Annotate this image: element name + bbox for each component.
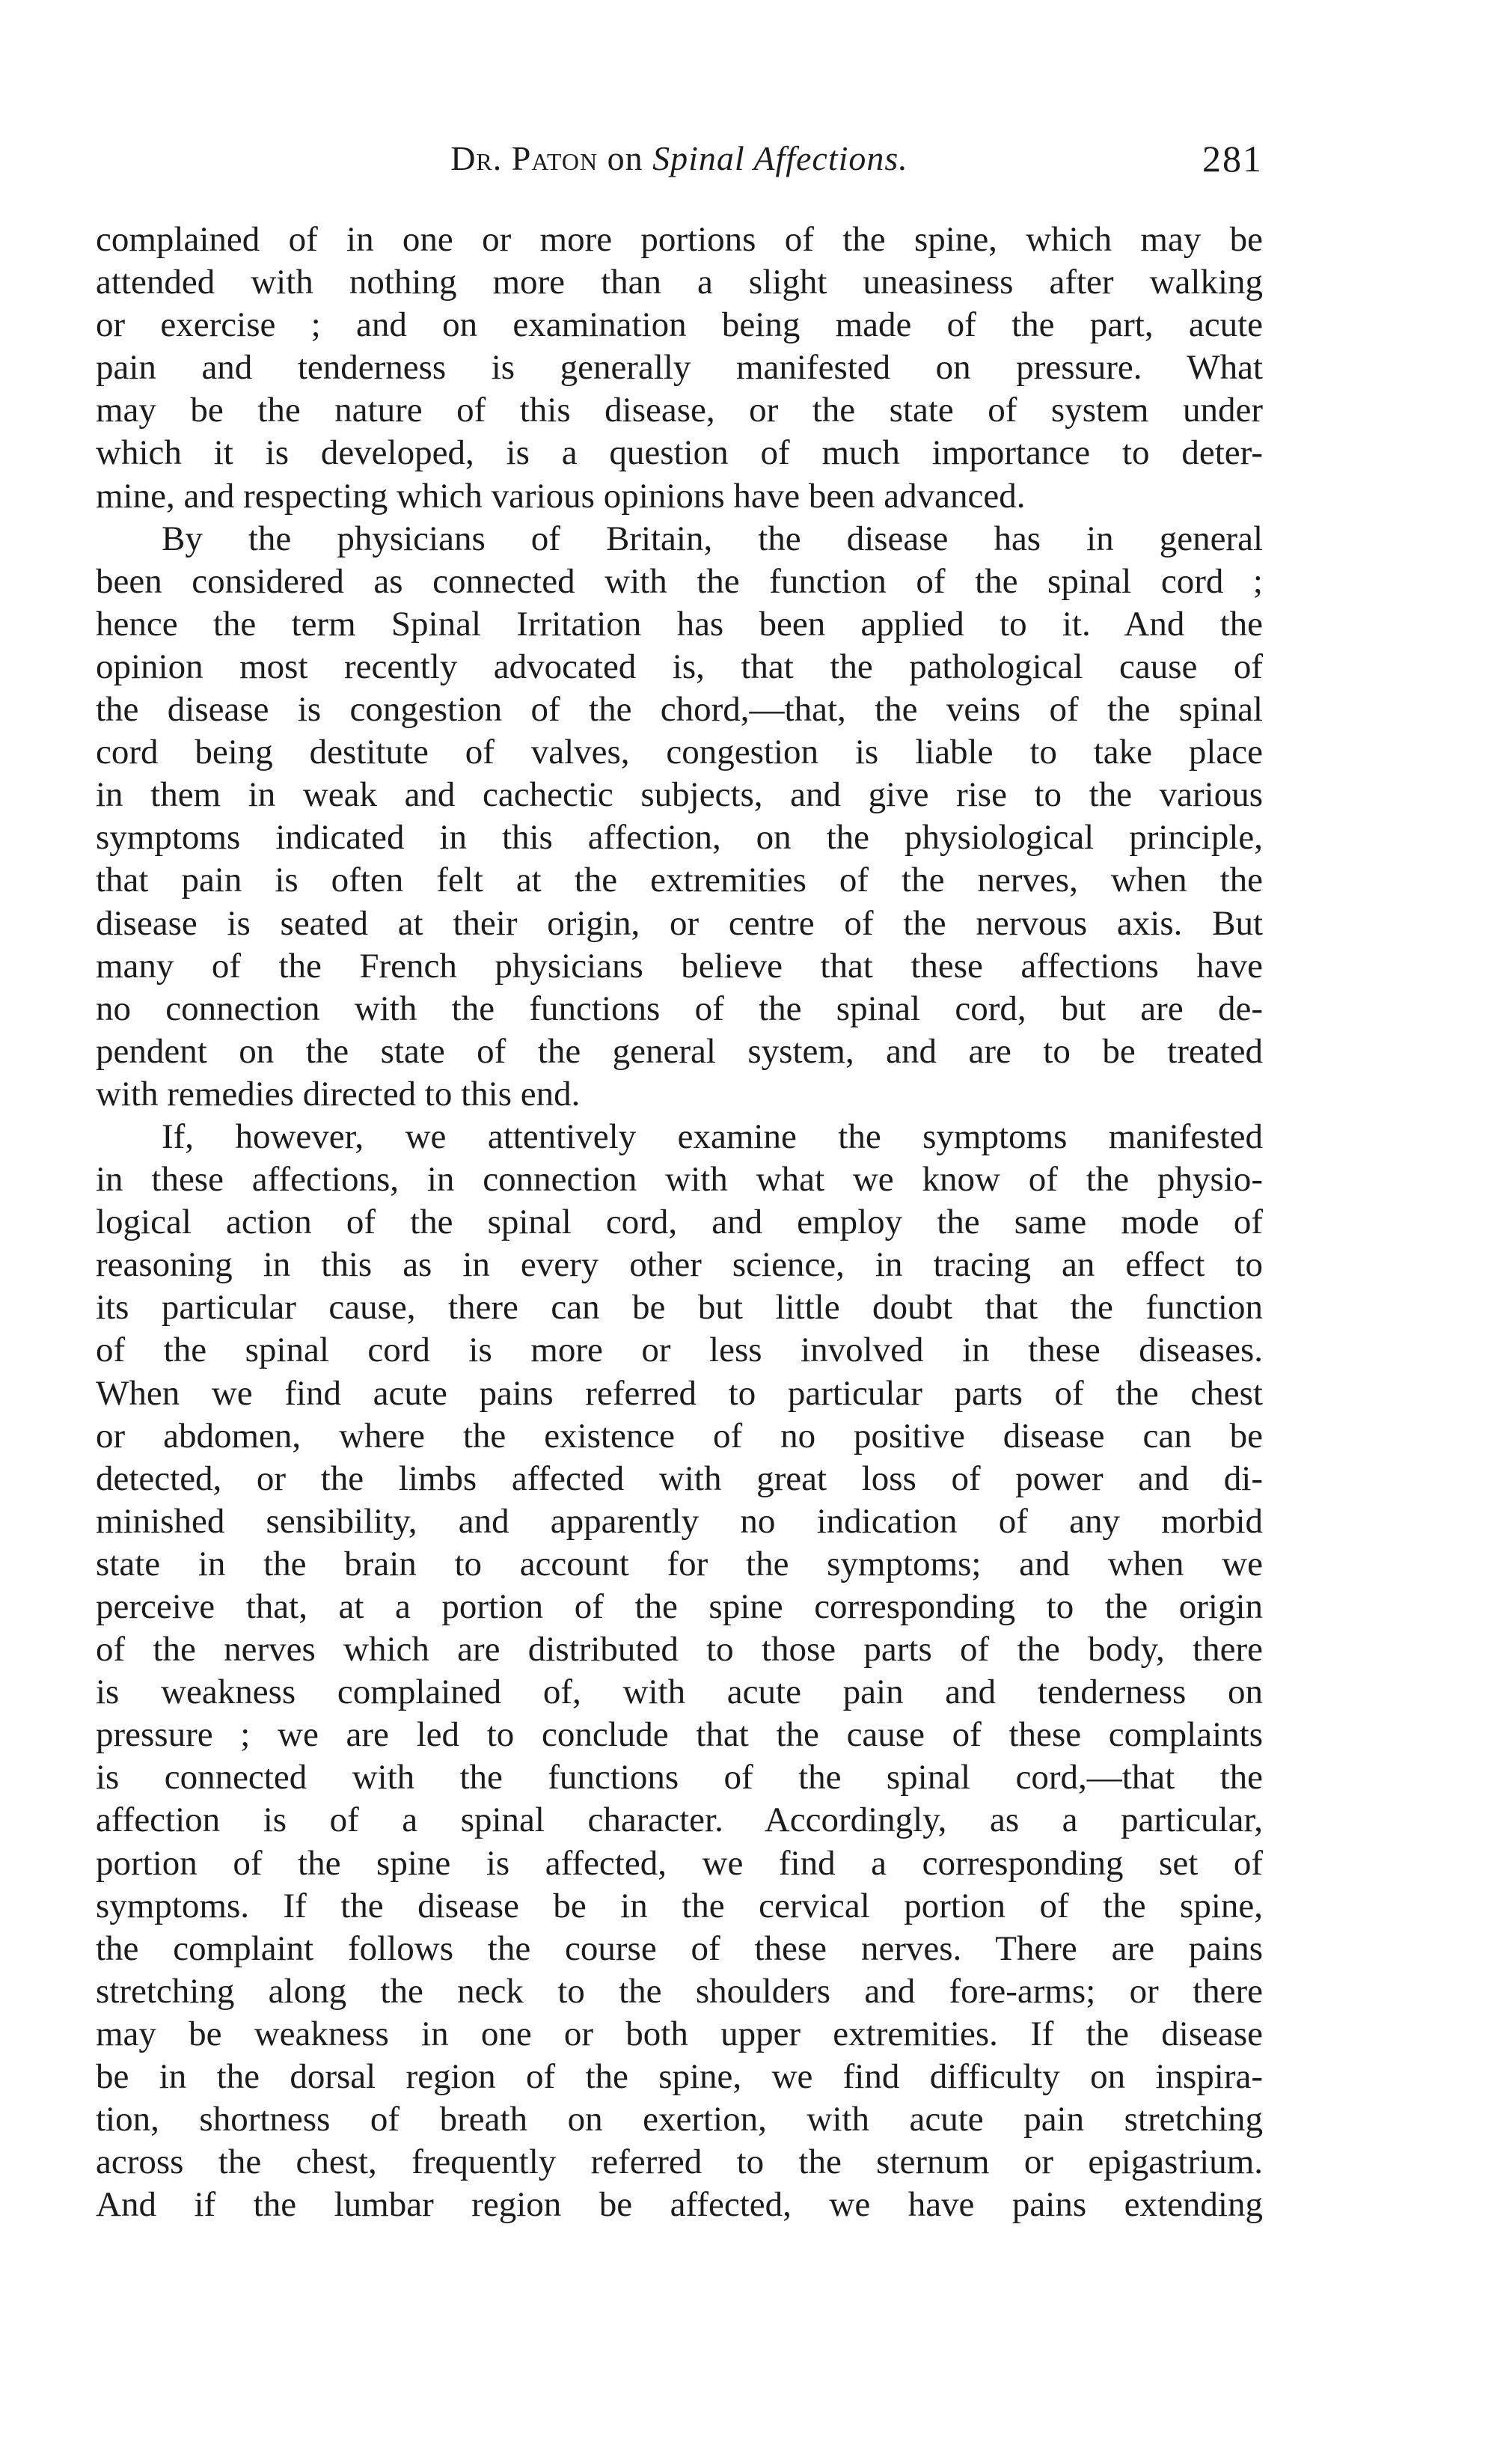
text-line: And if the lumbar region be affected, we have pains extending	[96, 2185, 1263, 2225]
text-line: disease is seated at their origin, or centre of the nervous axis. But	[96, 903, 1263, 943]
page-number: 281	[1202, 138, 1263, 180]
text-line: been considered as connected with the function of the spinal cord ;	[96, 561, 1263, 601]
text-line: that pain is often felt at the extremities of the nerves, when the	[96, 861, 1263, 900]
text-line: tion, shortness of breath on exertion, with acute pain stretching	[96, 2100, 1263, 2139]
text-line: stretching along the neck to the shoulders and fore-arms; or there	[96, 1971, 1263, 2011]
text-line: or abdomen, where the existence of no positive disease can be	[96, 1416, 1263, 1455]
text-line: the complaint follows the course of these nerves. There are pains	[96, 1928, 1263, 1968]
running-head	[96, 135, 1263, 187]
body-text	[96, 219, 1263, 2226]
text-line: opinion most recently advocated is, that the pathological cause of	[96, 647, 1263, 686]
text-line: many of the French physicians believe that these affections have	[96, 946, 1263, 986]
text-line: hence the term Spinal Irritation has been applied to it. And the	[96, 604, 1263, 644]
text-line: attended with nothing more than a slight uneasiness after walking	[96, 263, 1263, 302]
text-line: pendent on the state of the general system, and are to be treated	[96, 1031, 1263, 1071]
text-line: symptoms indicated in this affection, on the physiological principle,	[96, 818, 1263, 858]
running-title	[96, 135, 1263, 183]
text-line: no connection with the functions of the spinal cord, but are de-	[96, 989, 1263, 1028]
text-line: symptoms. If the disease be in the cervical portion of the spine,	[96, 1886, 1263, 1925]
text-line: in them in weak and cachectic subjects, and give rise to the various	[96, 775, 1263, 815]
running-title-author: Dr. Paton	[450, 139, 599, 177]
text-line: in these affections, in connection with what we know of the physio-	[96, 1160, 1263, 1200]
text-line: across the chest, frequently referred to the sternum or epigastrium.	[96, 2142, 1263, 2182]
running-title-subject: Spinal Affections.	[652, 139, 908, 177]
text-line: logical action of the spinal cord, and employ the same mode of	[96, 1203, 1263, 1242]
text-line: is weakness complained of, with acute pain and tenderness on	[96, 1673, 1263, 1712]
text-line: perceive that, at a portion of the spine corresponding to the origin	[96, 1587, 1263, 1626]
text-line: of the spinal cord is more or less involved in these diseases.	[96, 1331, 1263, 1370]
running-title-connector: on	[598, 139, 653, 177]
text-line: pressure ; we are led to conclude that the cause of these complaints	[96, 1715, 1263, 1755]
text-line: By the physicians of Britain, the disease has in general	[162, 519, 1263, 558]
text-line: When we find acute pains referred to particular parts of the chest	[96, 1373, 1263, 1413]
text-line: is connected with the functions of the spinal cord,—that the	[96, 1758, 1263, 1797]
text-line: state in the brain to account for the symptoms; and when we	[96, 1544, 1263, 1583]
text-line: the disease is congestion of the chord,—that, the veins of the spinal	[96, 690, 1263, 730]
text-line: or exercise ; and on examination being made of the part, acute	[96, 305, 1263, 345]
text-line: may be weakness in one or both upper extremities. If the disease	[96, 2014, 1263, 2053]
text-line: affection is of a spinal character. Accordingly, as a particular,	[96, 1800, 1263, 1840]
text-line: reasoning in this as in every other science, in tracing an effect to	[96, 1245, 1263, 1285]
text-line: If, however, we attentively examine the symptoms manifested	[162, 1117, 1263, 1156]
text-line: detected, or the limbs affected with great loss of power and di-	[96, 1458, 1263, 1498]
text-line: pain and tenderness is generally manifested on pressure. What	[96, 348, 1263, 388]
text-line: cord being destitute of valves, congestion is liable to take place	[96, 733, 1263, 772]
text-line: with remedies directed to this end.	[96, 1074, 581, 1114]
text-line: portion of the spine is affected, we find a corresponding set of	[96, 1843, 1263, 1883]
text-line: mine, and respecting which various opinions have been advanced.	[96, 476, 1026, 516]
text-line: which it is developed, is a question of much importance to deter-	[96, 433, 1263, 473]
text-line: be in the dorsal region of the spine, we find difficulty on inspira-	[96, 2057, 1263, 2097]
text-line: may be the nature of this disease, or the state of system under	[96, 391, 1263, 430]
text-line: of the nerves which are distributed to those parts of the body, there	[96, 1630, 1263, 1670]
text-line: complained of in one or more portions of the spine, which may be	[96, 220, 1263, 259]
text-line: minished sensibility, and apparently no indication of any morbid	[96, 1501, 1263, 1541]
text-line: its particular cause, there can be but little doubt that the function	[96, 1288, 1263, 1328]
